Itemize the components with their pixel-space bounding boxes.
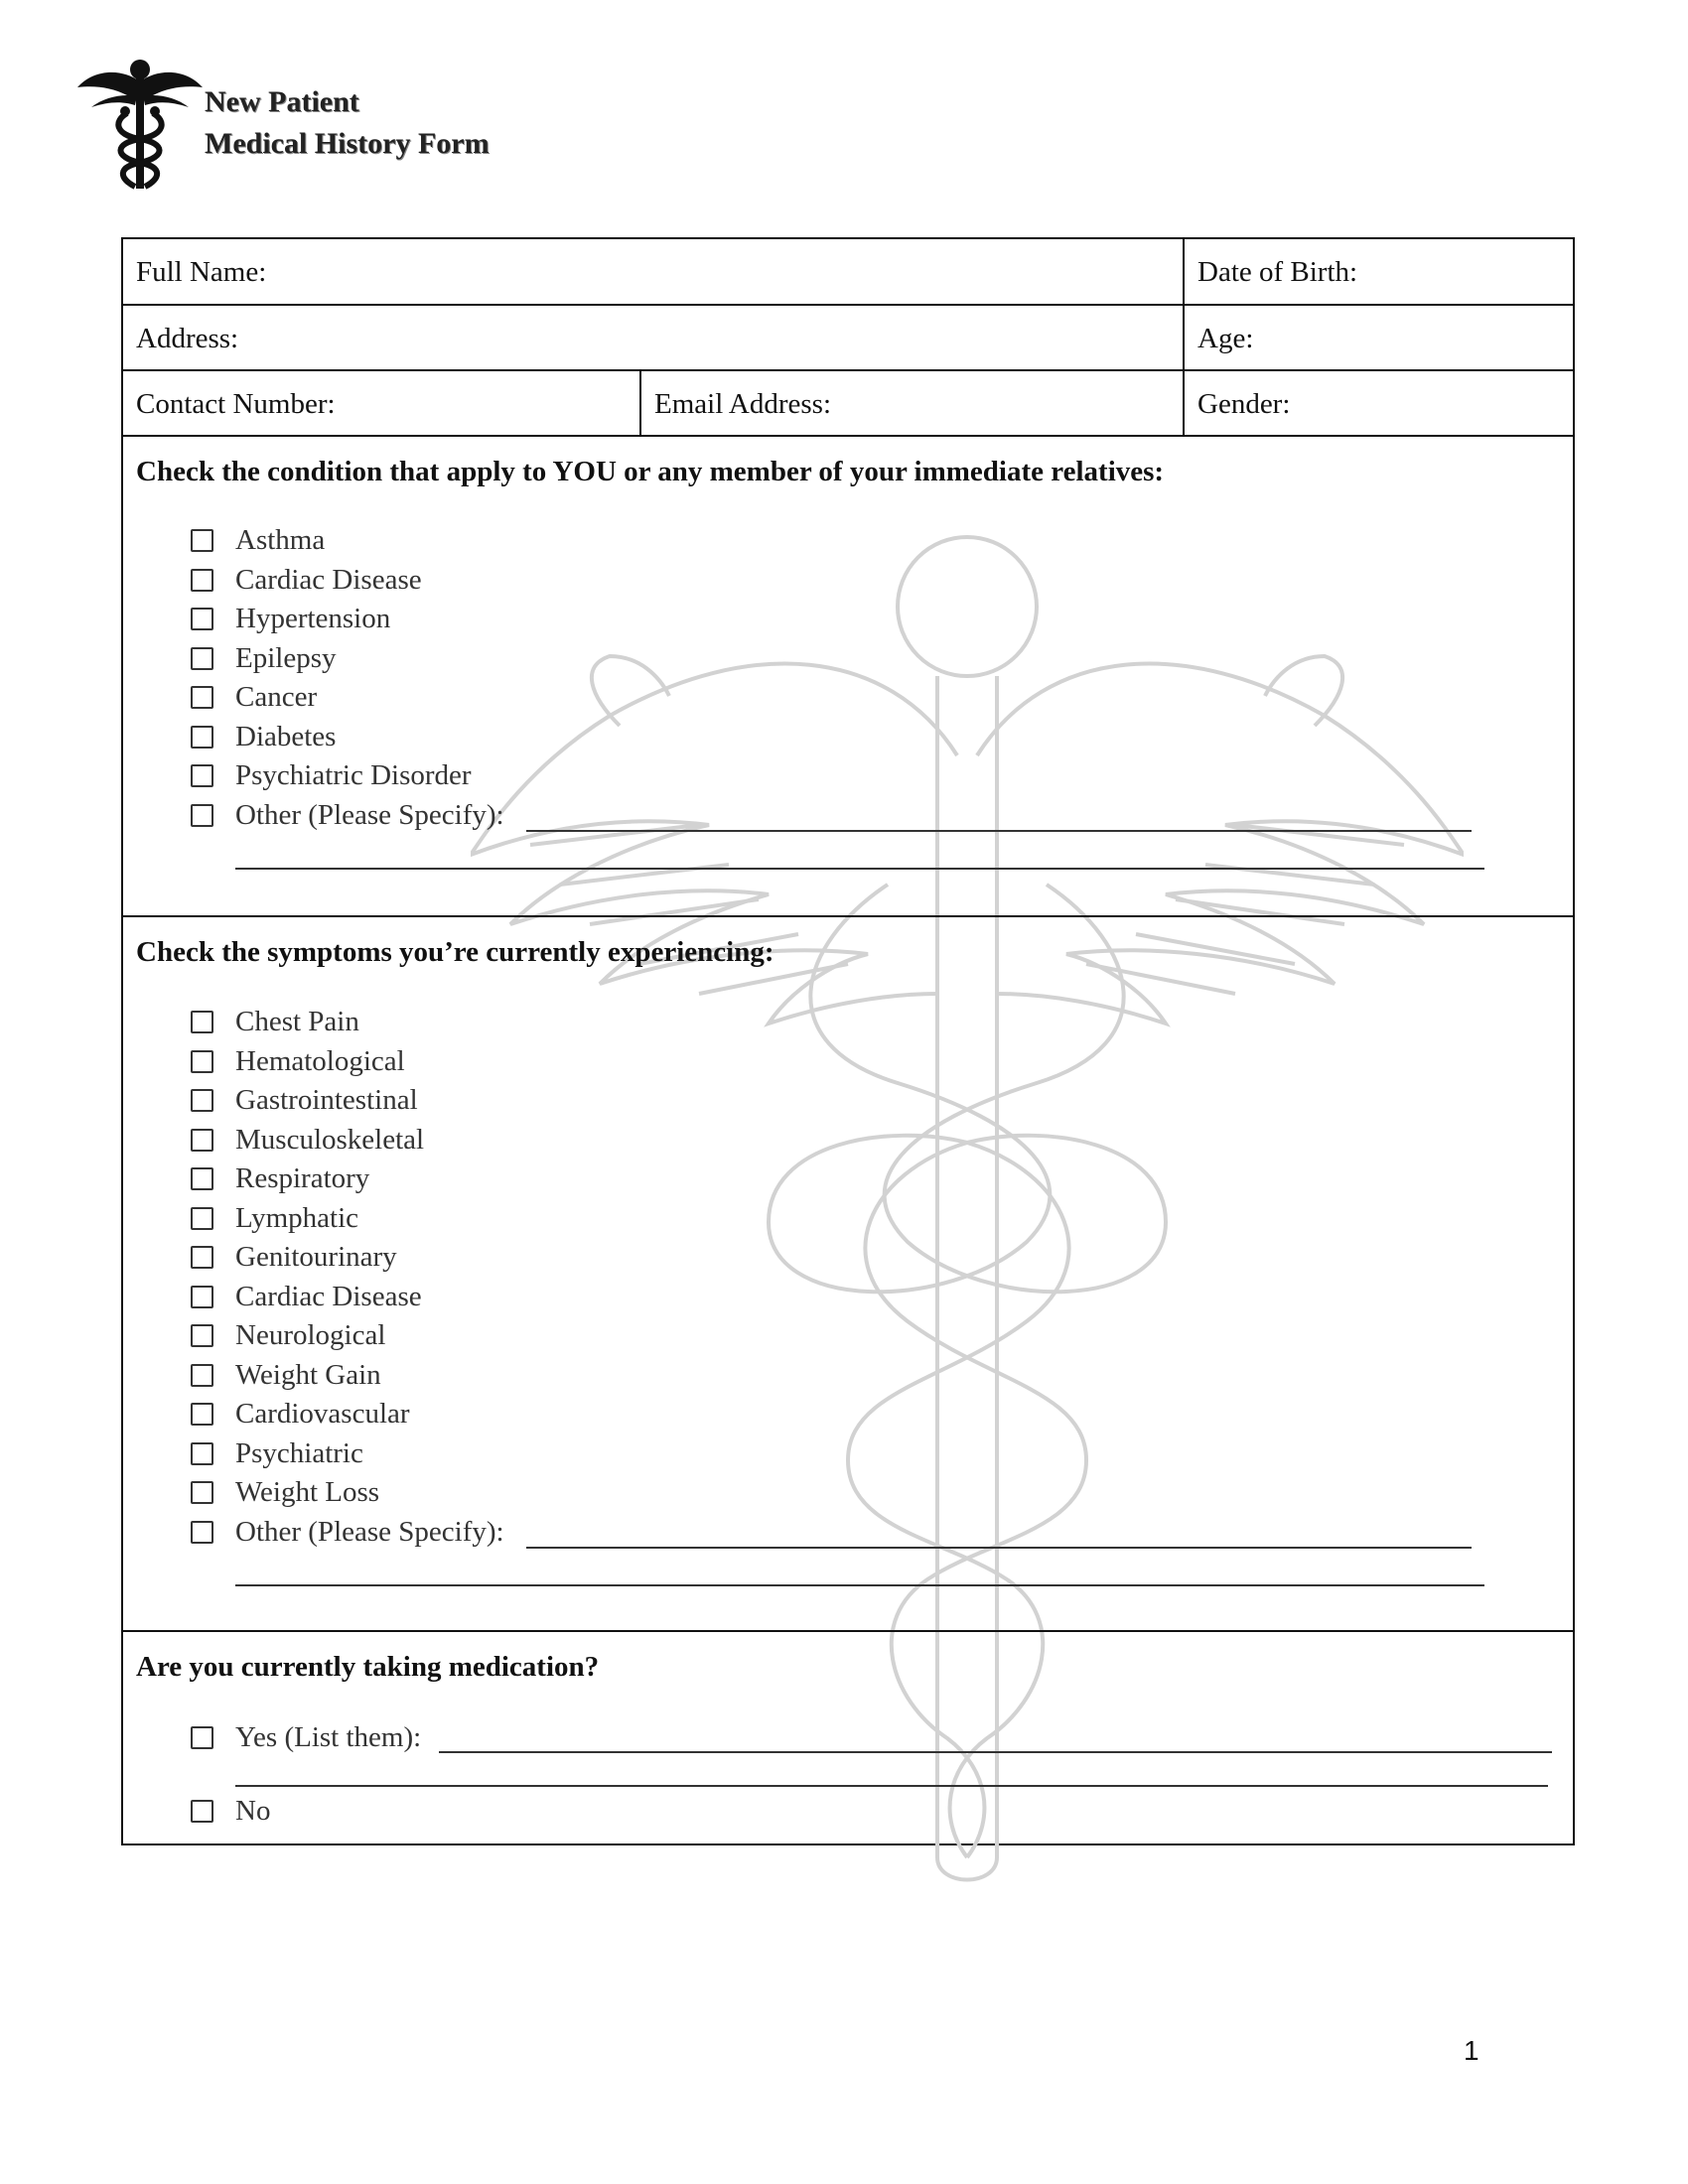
form-header	[75, 56, 592, 195]
condition-label: Other (Please Specify):	[235, 798, 504, 831]
caduceus-icon	[75, 56, 205, 195]
condition-other-line-2[interactable]	[235, 868, 1484, 870]
condition-checkbox-other[interactable]	[191, 804, 213, 827]
medication-no-label: No	[235, 1795, 271, 1827]
row-contact-email-gender	[123, 371, 1573, 437]
dob-field[interactable]	[1185, 239, 1573, 304]
condition-checkbox-psychiatric-disorder[interactable]	[191, 764, 213, 787]
symptom-checkbox-weight-loss[interactable]	[191, 1481, 213, 1504]
contact-number-label: Contact Number:	[136, 388, 336, 420]
gender-field[interactable]	[1185, 371, 1573, 435]
medication-list-line-2[interactable]	[235, 1785, 1548, 1787]
symptom-checkbox-neurological[interactable]	[191, 1324, 213, 1347]
symptom-checkbox-genitourinary[interactable]	[191, 1246, 213, 1269]
symptom-checkbox-psychiatric[interactable]	[191, 1442, 213, 1465]
medication-yes-label: Yes (List them):	[235, 1721, 422, 1753]
symptom-checkbox-other[interactable]	[191, 1521, 213, 1544]
symptom-label: Musculoskeletal	[235, 1123, 425, 1156]
contact-number-field[interactable]	[123, 371, 641, 435]
medication-no-checkbox[interactable]	[191, 1800, 213, 1823]
page-number: 1	[1464, 2035, 1479, 2066]
medication-title: Are you currently taking medication?	[136, 1651, 600, 1683]
condition-checkbox-diabetes[interactable]	[191, 726, 213, 749]
symptoms-section	[123, 917, 1573, 1632]
gender-label: Gender:	[1197, 388, 1291, 420]
symptom-label: Other (Please Specify):	[235, 1515, 504, 1548]
age-field[interactable]	[1185, 306, 1573, 369]
condition-checkbox-epilepsy[interactable]	[191, 647, 213, 670]
full-name-field[interactable]	[123, 239, 1185, 304]
symptom-checkbox-musculoskeletal[interactable]	[191, 1129, 213, 1152]
medication-list-line-1[interactable]	[439, 1751, 1552, 1753]
symptom-label: Psychiatric	[235, 1436, 363, 1469]
row-address-age	[123, 306, 1573, 371]
symptom-label: Weight Gain	[235, 1358, 381, 1391]
conditions-title: Check the condition that apply to YOU or any member of your immediate relatives:	[136, 456, 1165, 487]
address-label: Address:	[136, 323, 239, 354]
symptom-other-line-1[interactable]	[526, 1547, 1472, 1549]
symptom-label: Weight Loss	[235, 1476, 380, 1508]
condition-label: Asthma	[235, 524, 326, 556]
condition-other-line-1[interactable]	[526, 830, 1472, 832]
dob-label: Date of Birth:	[1197, 256, 1358, 288]
title-line-1: New Patient	[205, 85, 359, 118]
condition-label: Psychiatric Disorder	[235, 759, 472, 791]
condition-label: Epilepsy	[235, 641, 337, 674]
symptoms-title: Check the symptoms you’re currently experiencing:	[136, 936, 774, 968]
symptom-checkbox-hematological[interactable]	[191, 1050, 213, 1073]
symptom-checkbox-respiratory[interactable]	[191, 1167, 213, 1190]
symptom-label: Hematological	[235, 1044, 405, 1077]
age-label: Age:	[1197, 323, 1254, 354]
full-name-label: Full Name:	[136, 256, 267, 288]
condition-label: Hypertension	[235, 603, 391, 634]
symptom-checkbox-weight-gain[interactable]	[191, 1364, 213, 1387]
symptom-checkbox-cardiac-disease[interactable]	[191, 1286, 213, 1308]
symptom-label: Lymphatic	[235, 1201, 359, 1234]
form-title	[205, 81, 490, 165]
address-field[interactable]	[123, 306, 1185, 369]
condition-checkbox-cardiac-disease[interactable]	[191, 569, 213, 592]
symptom-label: Neurological	[235, 1319, 386, 1351]
conditions-section	[123, 437, 1573, 917]
symptom-checkbox-chest-pain[interactable]	[191, 1011, 213, 1033]
symptom-checkbox-gastrointestinal[interactable]	[191, 1089, 213, 1112]
email-label: Email Address:	[654, 388, 832, 420]
symptom-label: Genitourinary	[235, 1241, 397, 1273]
symptom-label: Chest Pain	[235, 1006, 359, 1037]
symptom-label: Gastrointestinal	[235, 1084, 418, 1116]
email-field[interactable]	[641, 371, 1185, 435]
condition-checkbox-hypertension[interactable]	[191, 608, 213, 630]
medication-section	[123, 1632, 1573, 1843]
symptom-label: Respiratory	[235, 1162, 370, 1194]
symptom-label: Cardiovascular	[235, 1398, 410, 1430]
symptom-checkbox-cardiovascular[interactable]	[191, 1403, 213, 1426]
medication-yes-checkbox[interactable]	[191, 1726, 213, 1749]
condition-label: Cardiac Disease	[235, 563, 422, 596]
condition-label: Cancer	[235, 681, 318, 713]
condition-label: Diabetes	[235, 720, 337, 752]
condition-checkbox-cancer[interactable]	[191, 686, 213, 709]
row-name-dob	[123, 239, 1573, 306]
symptom-label: Cardiac Disease	[235, 1280, 422, 1312]
condition-checkbox-asthma[interactable]	[191, 529, 213, 552]
medical-history-form	[121, 237, 1575, 1845]
symptom-checkbox-lymphatic[interactable]	[191, 1207, 213, 1230]
symptom-other-line-2[interactable]	[235, 1584, 1484, 1586]
title-line-2: Medical History Form	[205, 127, 490, 160]
